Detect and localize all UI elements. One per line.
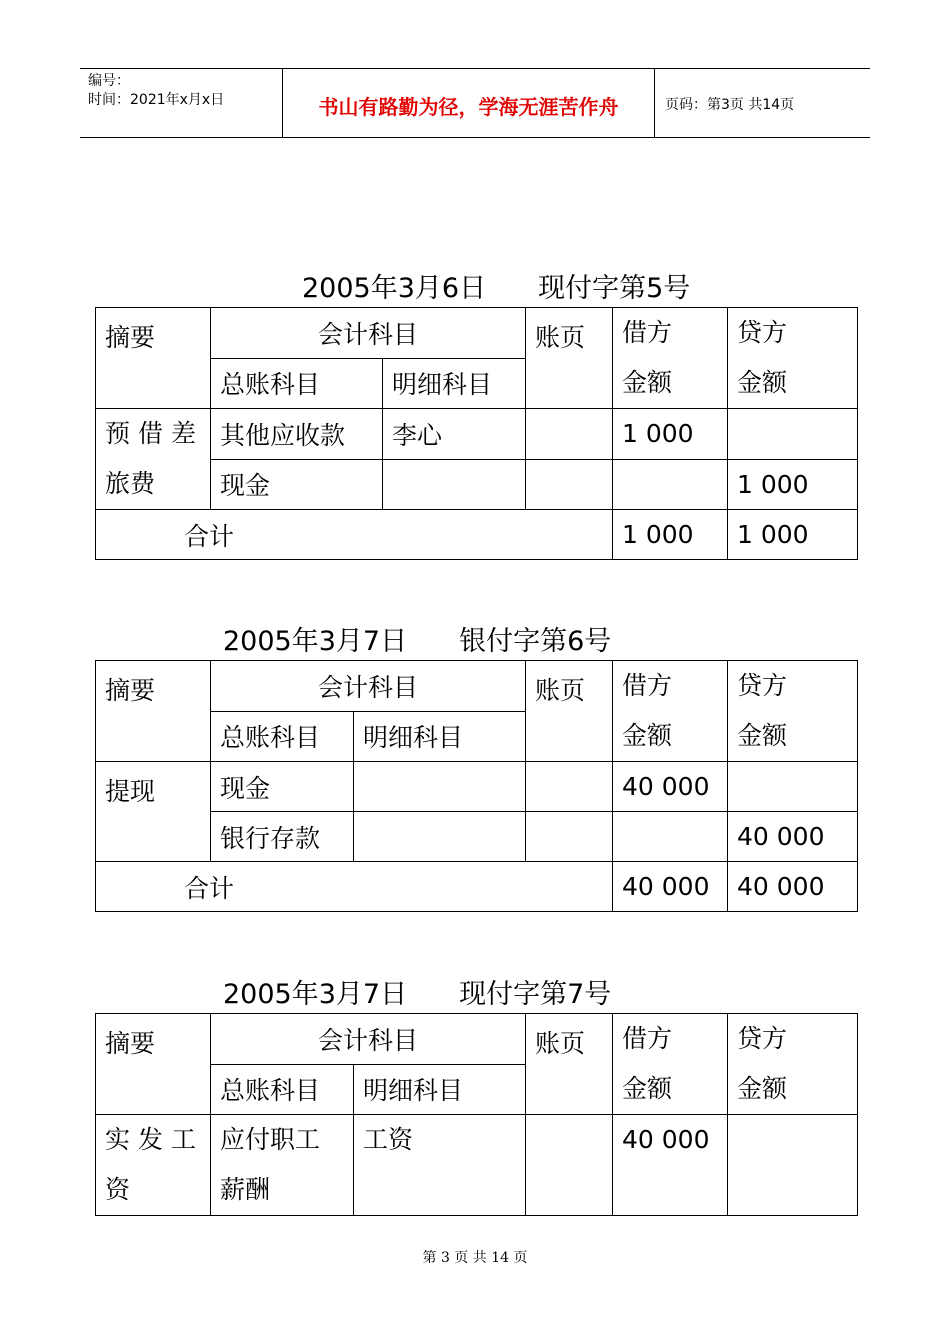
code-label: 编号： [88, 73, 130, 89]
total-credit: 40 000 [728, 862, 858, 912]
summary-header: 摘要 [96, 1014, 211, 1115]
debit-cell: 1 000 [613, 409, 728, 460]
detail-cell [354, 812, 526, 862]
voucher-number: 现付字第7号 [459, 979, 612, 1010]
voucher-2-title [223, 619, 611, 658]
debit-cell [613, 459, 728, 510]
subject-header: 会计科目 [211, 661, 526, 712]
voucher-1-title [302, 266, 690, 305]
voucher-date: 2005年3月7日 [223, 979, 408, 1010]
folio-cell [526, 812, 613, 862]
detail-cell [383, 459, 526, 510]
total-credit: 1 000 [728, 510, 858, 560]
general-cell: 其他应收款 [211, 409, 383, 460]
summary-cell: 提现 [96, 762, 211, 862]
voucher-date: 2005年3月7日 [223, 626, 408, 657]
voucher-2-table [95, 660, 858, 912]
general-cell: 现金 [211, 459, 383, 510]
debit-header: 借方 金额 [613, 308, 728, 409]
voucher-1-table [95, 307, 858, 560]
debit-cell: 40 000 [613, 762, 728, 812]
credit-cell [728, 1115, 858, 1216]
detail-ledger-header: 明细科目 [383, 358, 526, 409]
voucher-number: 银付字第6号 [459, 626, 612, 657]
debit-cell [613, 812, 728, 862]
folio-header: 账页 [526, 308, 613, 409]
subject-header: 会计科目 [211, 308, 526, 359]
total-debit: 1 000 [613, 510, 728, 560]
total-label: 合计 [96, 862, 613, 912]
credit-header: 贷方 金额 [728, 661, 858, 762]
credit-cell: 40 000 [728, 812, 858, 862]
summary-cell: 实发工 资 [96, 1115, 211, 1216]
debit-header: 借方 金额 [613, 1014, 728, 1115]
summary-cell: 预借差 旅费 [96, 409, 211, 510]
detail-ledger-header: 明细科目 [354, 711, 526, 762]
folio-header: 账页 [526, 1014, 613, 1115]
general-ledger-header: 总账科目 [211, 358, 383, 409]
date-line: 时间：2021年x月x日 [88, 92, 225, 108]
debit-cell: 40 000 [613, 1115, 728, 1216]
subject-header: 会计科目 [211, 1014, 526, 1065]
folio-header: 账页 [526, 661, 613, 762]
folio-cell [526, 1115, 613, 1216]
header-center-cell [283, 69, 655, 137]
motto: 书山有路勤为径，学海无涯苦作舟 [318, 95, 619, 119]
voucher-date: 2005年3月6日 [302, 273, 487, 304]
folio-cell [526, 762, 613, 812]
detail-cell [354, 762, 526, 812]
header-right-cell [655, 69, 870, 137]
page-footer: 第 3 页 共 14 页 [422, 1250, 528, 1266]
general-cell: 应付职工 薪酬 [211, 1115, 354, 1216]
credit-cell [728, 762, 858, 812]
credit-header: 贷方 金额 [728, 1014, 858, 1115]
voucher-3-table [95, 1013, 858, 1216]
general-ledger-header: 总账科目 [211, 711, 354, 762]
general-cell: 银行存款 [211, 812, 354, 862]
credit-cell: 1 000 [728, 459, 858, 510]
total-label: 合计 [96, 510, 613, 560]
document-header [80, 68, 870, 138]
detail-cell: 工资 [354, 1115, 526, 1216]
general-ledger-header: 总账科目 [211, 1064, 354, 1115]
debit-header: 借方 金额 [613, 661, 728, 762]
credit-header: 贷方 金额 [728, 308, 858, 409]
voucher-3-title [223, 972, 611, 1011]
general-cell: 现金 [211, 762, 354, 812]
summary-header: 摘要 [96, 661, 211, 762]
header-left-cell [80, 69, 283, 137]
voucher-number: 现付字第5号 [538, 273, 691, 304]
summary-header: 摘要 [96, 308, 211, 409]
total-debit: 40 000 [613, 862, 728, 912]
detail-cell: 李心 [383, 409, 526, 460]
folio-cell [526, 459, 613, 510]
credit-cell [728, 409, 858, 460]
folio-cell [526, 409, 613, 460]
detail-ledger-header: 明细科目 [354, 1064, 526, 1115]
page-info: 页码：第3页 共14页 [665, 97, 795, 113]
